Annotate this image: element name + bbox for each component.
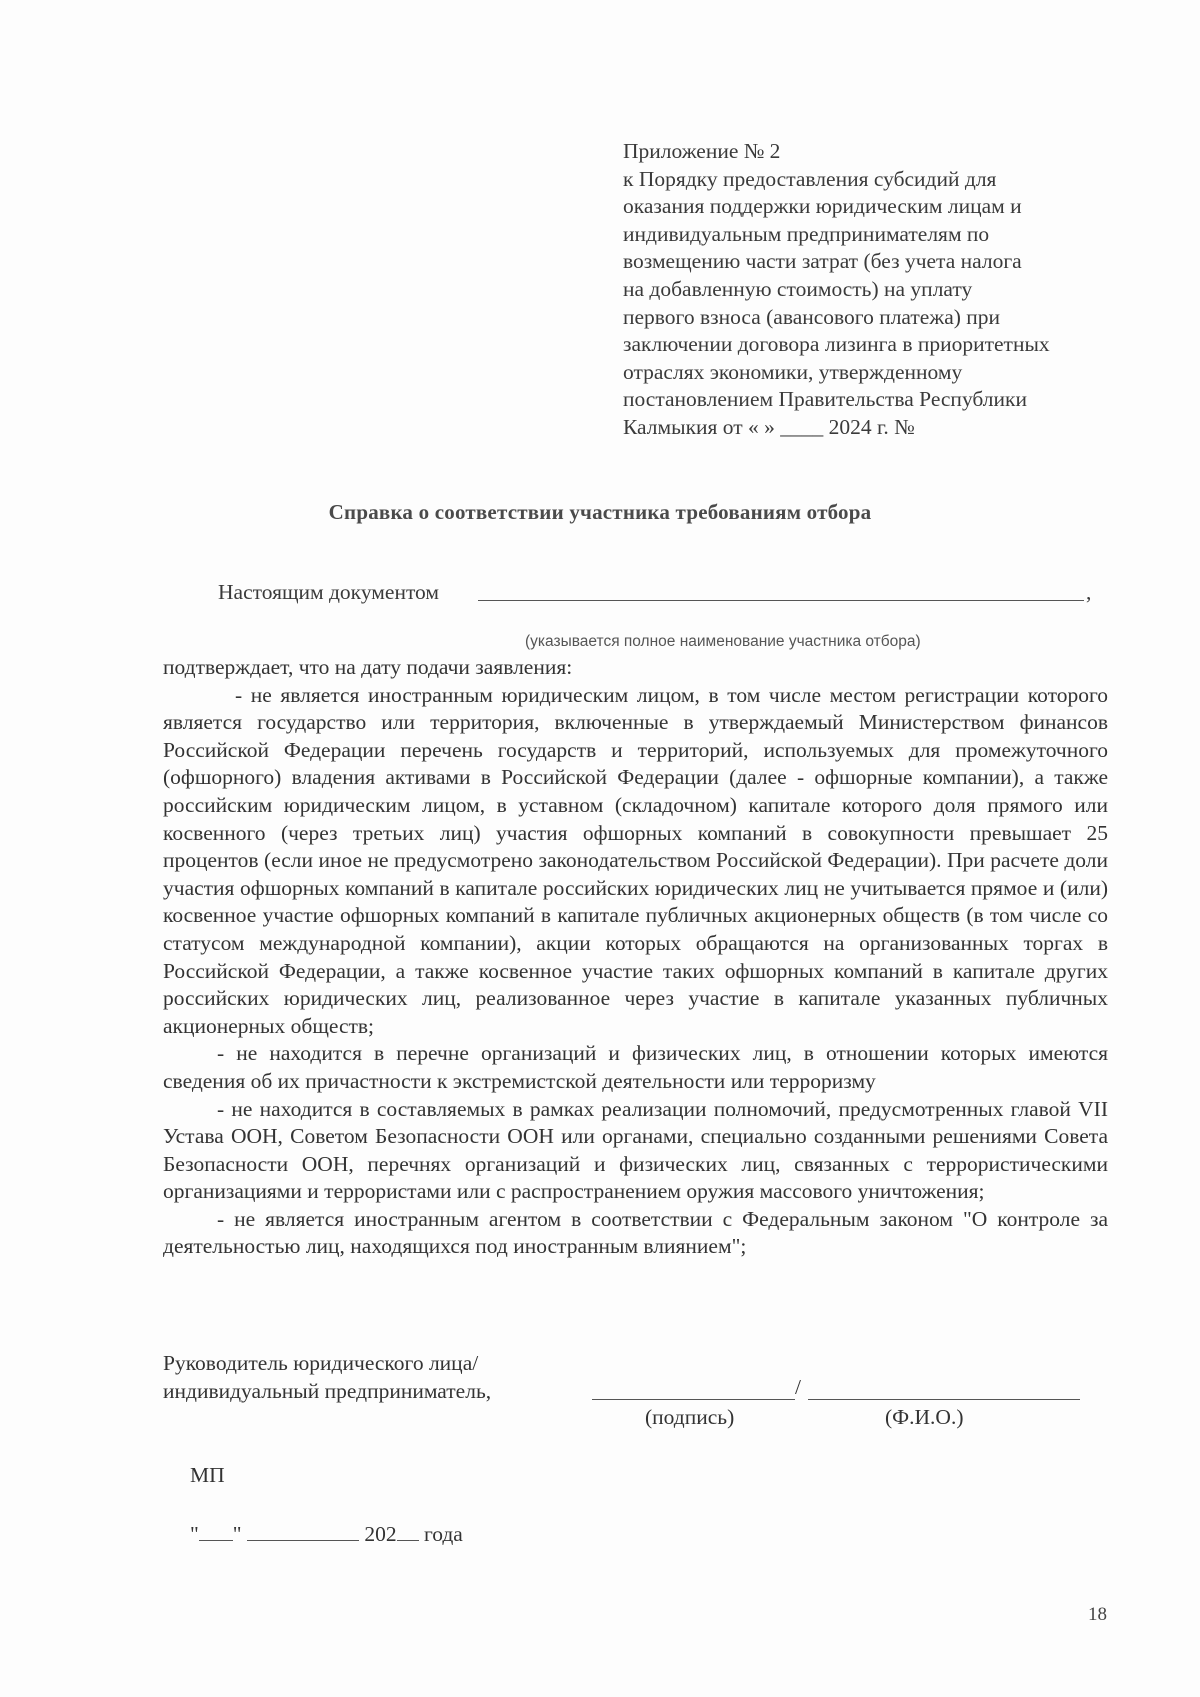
page-number: 18 xyxy=(1088,1604,1107,1625)
statement-lead: подтверждает, что на дату подачи заявления: xyxy=(163,655,573,679)
statement-item: - не находится в составляемых в рамках реализации полномочий, предусмотренных главой VII Устава ООН, Советом Безопасности ООН или органами, специально созданными решениями Совета Безопасности ООН, перечнях организаций и физических лиц, связанных с террористическими организациями и террористами или с распространением оружия массового уничтожения; xyxy=(163,1096,1108,1204)
intro-comma: , xyxy=(1086,580,1092,604)
day-blank xyxy=(199,1518,233,1541)
appendix-line: Калмыкия от « » ____ 2024 г. № xyxy=(623,414,915,439)
appendix-line: отраслях экономики, утвержденному xyxy=(623,359,963,384)
statement-item: - не является иностранным юридическим лицом, в том числе местом регистрации которого является государство или территория, включенные в утверждаемый Министерством финансов Российской Федерации перечень государств и территорий, используемых для промежуточного (офшорного) владения активами в Российской Федерации (далее - офшорные компании), а также российским юридическим лицом, в уставном (складочном) капитале которого доля прямого или косвенного (через третьих лиц) участия офшорных компаний в совокупности превышает 25 процентов (если иное не предусмотрено законодательством Российской Федерации). При расчете доли участия офшорных компаний в капитале российских юридических лиц не учитывается прямое и (или) косвенное участие офшорных компаний в капитале публичных акционерных обществ (в том числе со статусом международной компании), акции которых обращаются на организованных торгах в Российской Федерации, а также косвенное участие таких офшорных компаний в капитале других российских юридических лиц, реализованное через участие в капитале указанных публичных акционерных обществ; xyxy=(163,682,1108,1038)
document-title: Справка о соответствии участника требованиям отбора xyxy=(328,500,872,524)
appendix-line: возмещению части затрат (без учета налога xyxy=(623,249,1022,274)
date-line xyxy=(190,1518,463,1547)
year-blank xyxy=(397,1518,419,1541)
appendix-line: первого взноса (авансового платежа) при xyxy=(623,304,1001,329)
date-quote-open: " xyxy=(190,1522,199,1546)
intro-label: Настоящим документом xyxy=(218,580,440,604)
appendix-line: заключении договора лизинга в приоритетных xyxy=(623,332,1050,357)
statement-item: - не является иностранным агентом в соответствии с Федеральным законом "О контроле за деятельностью лиц, находящихся под иностранным влиянием"; xyxy=(163,1206,1108,1259)
month-blank xyxy=(247,1518,359,1541)
appendix-line: на добавленную стоимость) на уплату xyxy=(623,276,973,301)
date-quote-close: " xyxy=(232,1522,242,1546)
signatory-role-line: индивидуальный предприниматель, xyxy=(163,1378,492,1403)
signatory-role-line: Руководитель юридического лица/ xyxy=(163,1351,479,1375)
appendix-line: оказания поддержки юридическим лицам и xyxy=(623,194,1022,219)
signature-slash: / xyxy=(795,1375,801,1399)
stamp-placeholder: МП xyxy=(190,1463,225,1487)
appendix-line: постановлением Правительства Республики xyxy=(623,387,1027,412)
appendix-line: индивидуальным предпринимателям по xyxy=(623,221,990,246)
appendix-line: к Порядку предоставления субсидий для xyxy=(623,166,997,191)
appendix-header xyxy=(623,138,1123,442)
participant-name-hint: (указывается полное наименование участника отбора) xyxy=(525,633,921,650)
statement-item: - не находится в перечне организаций и физических лиц, в отношении которых имеются сведения об их причастности к экстремистской деятельности или терроризму xyxy=(163,1041,1108,1093)
signature-caption: (подпись) xyxy=(645,1405,735,1429)
participant-name-blank xyxy=(478,600,1084,601)
year-suffix: года xyxy=(423,1522,463,1546)
full-name-caption: (Ф.И.О.) xyxy=(885,1405,964,1429)
signature-blank xyxy=(592,1399,795,1400)
year-prefix: 202 xyxy=(364,1522,397,1546)
statement-body xyxy=(163,654,1108,1261)
full-name-blank xyxy=(808,1399,1080,1400)
signatory-role xyxy=(163,1350,491,1405)
appendix-line: Приложение № 2 xyxy=(623,139,781,163)
